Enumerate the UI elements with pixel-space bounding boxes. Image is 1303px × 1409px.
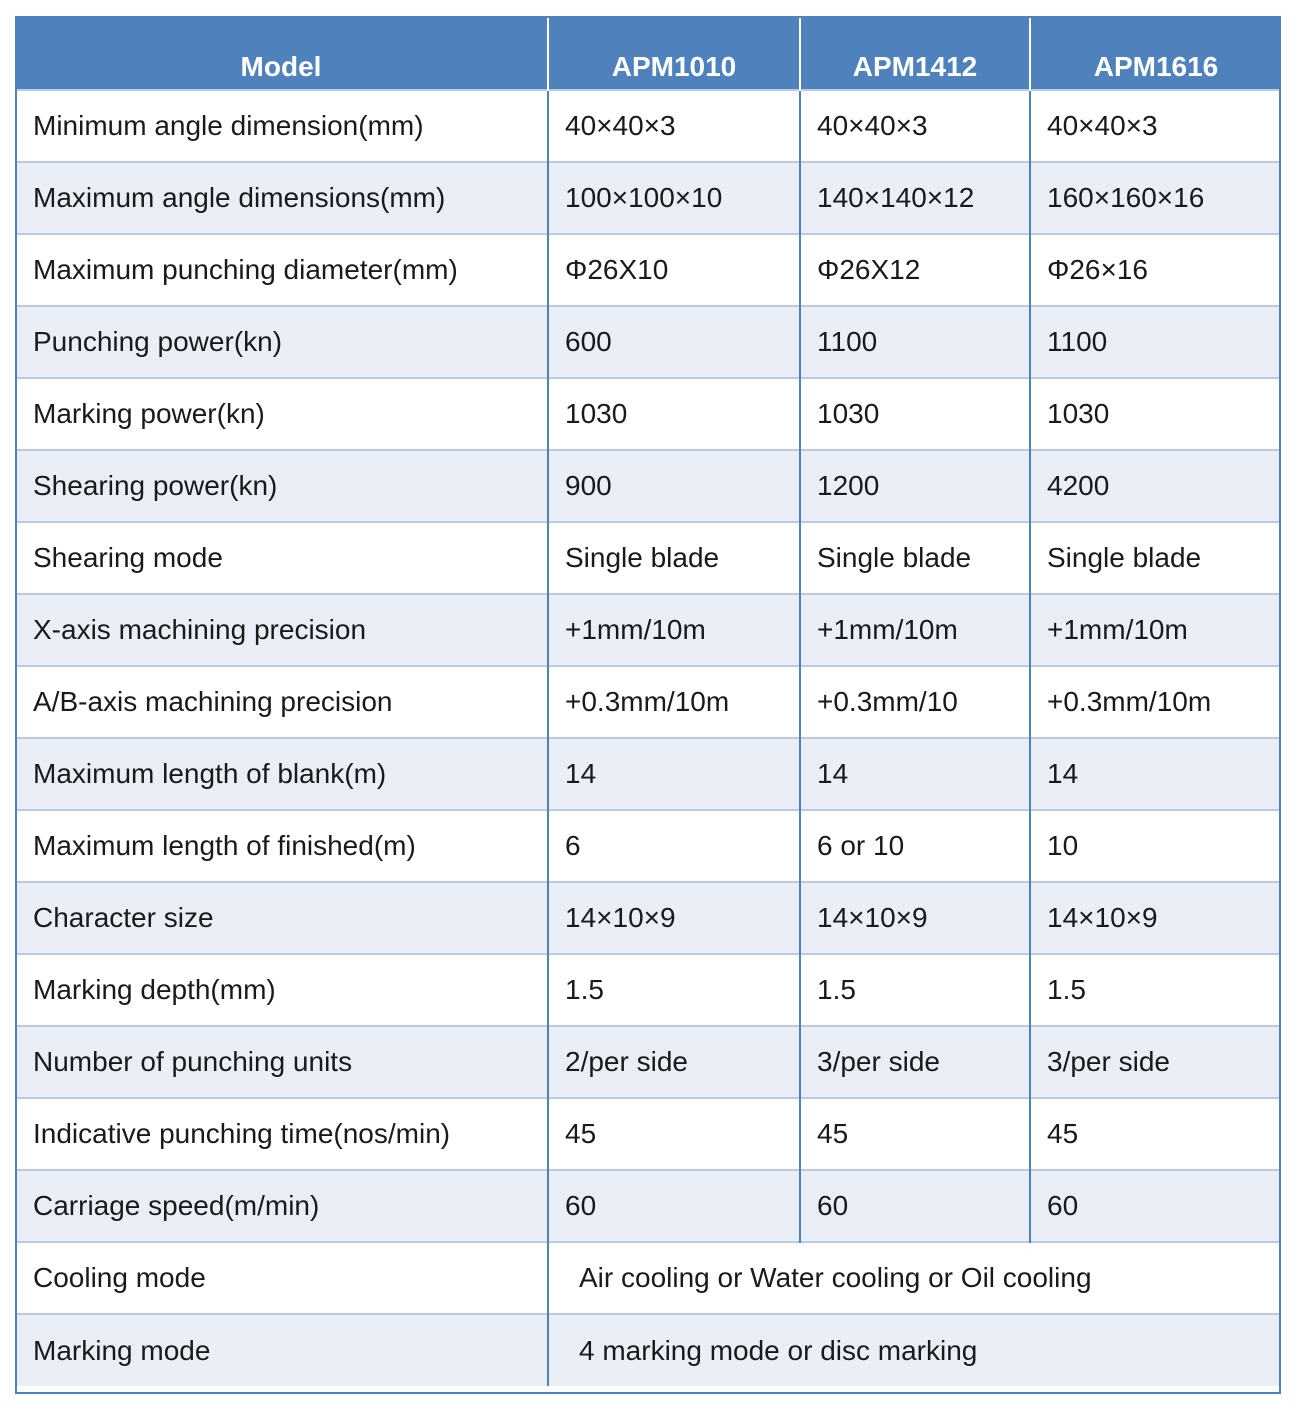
row-label: Minimum angle dimension(mm): [15, 90, 548, 162]
table-row: [15, 738, 1281, 810]
cell-apm1010: 45: [548, 1098, 800, 1170]
cell-apm1616: 14: [1030, 738, 1281, 810]
table-row: [15, 90, 1281, 162]
row-label: Indicative punching time(nos/min): [15, 1098, 548, 1170]
cell-apm1616: 10: [1030, 810, 1281, 882]
cell-apm1616: 60: [1030, 1170, 1281, 1242]
cell-apm1616: 4200: [1030, 450, 1281, 522]
table-row: [15, 234, 1281, 306]
cell-apm1616: 14×10×9: [1030, 882, 1281, 954]
cell-apm1010: 100×100×10: [548, 162, 800, 234]
cell-apm1412: 14×10×9: [800, 882, 1030, 954]
cell-apm1412: 3/per side: [800, 1026, 1030, 1098]
cell-apm1616: 40×40×3: [1030, 90, 1281, 162]
spec-table: [15, 16, 1281, 1386]
cell-apm1412: 60: [800, 1170, 1030, 1242]
row-label: A/B-axis machining precision: [15, 666, 548, 738]
row-label: Cooling mode: [15, 1242, 548, 1314]
cell-apm1412: +0.3mm/10: [800, 666, 1030, 738]
table-row: [15, 882, 1281, 954]
cell-apm1010: 14: [548, 738, 800, 810]
table-row: [15, 594, 1281, 666]
cell-apm1010: 1030: [548, 378, 800, 450]
header-apm1010: APM1010: [548, 16, 800, 90]
table-row-merged: [15, 1242, 1281, 1314]
table-row: [15, 378, 1281, 450]
table-row-merged: [15, 1314, 1281, 1386]
table-row: [15, 1026, 1281, 1098]
cell-apm1412: 1.5: [800, 954, 1030, 1026]
row-label: Marking mode: [15, 1314, 548, 1386]
merged-cell: Air cooling or Water cooling or Oil cooling: [548, 1242, 1281, 1314]
merged-cell: 4 marking mode or disc marking: [548, 1314, 1281, 1386]
cell-apm1616: 45: [1030, 1098, 1281, 1170]
table-row: [15, 306, 1281, 378]
row-label: Marking depth(mm): [15, 954, 548, 1026]
cell-apm1616: 1.5: [1030, 954, 1281, 1026]
table-row: [15, 1098, 1281, 1170]
cell-apm1412: 45: [800, 1098, 1030, 1170]
cell-apm1412: Φ26X12: [800, 234, 1030, 306]
row-label: Maximum punching diameter(mm): [15, 234, 548, 306]
cell-apm1412: 1030: [800, 378, 1030, 450]
table-row: [15, 810, 1281, 882]
table-row: [15, 954, 1281, 1026]
cell-apm1010: +1mm/10m: [548, 594, 800, 666]
row-label: Character size: [15, 882, 548, 954]
cell-apm1412: 6 or 10: [800, 810, 1030, 882]
table-row: [15, 450, 1281, 522]
spec-body: [15, 90, 1281, 1386]
table-row: [15, 1170, 1281, 1242]
row-label: Marking power(kn): [15, 378, 548, 450]
cell-apm1010: 60: [548, 1170, 800, 1242]
row-label: Maximum length of blank(m): [15, 738, 548, 810]
cell-apm1412: 14: [800, 738, 1030, 810]
row-label: Punching power(kn): [15, 306, 548, 378]
cell-apm1412: 1200: [800, 450, 1030, 522]
cell-apm1412: 40×40×3: [800, 90, 1030, 162]
cell-apm1010: 6: [548, 810, 800, 882]
header-model: Model: [15, 16, 548, 90]
row-label: Shearing mode: [15, 522, 548, 594]
cell-apm1412: 140×140×12: [800, 162, 1030, 234]
cell-apm1616: 1100: [1030, 306, 1281, 378]
cell-apm1616: +0.3mm/10m: [1030, 666, 1281, 738]
cell-apm1010: Φ26X10: [548, 234, 800, 306]
header-apm1412: APM1412: [800, 16, 1030, 90]
cell-apm1010: 14×10×9: [548, 882, 800, 954]
cell-apm1010: 600: [548, 306, 800, 378]
row-label: Maximum length of finished(m): [15, 810, 548, 882]
row-label: Number of punching units: [15, 1026, 548, 1098]
header-apm1616: APM1616: [1030, 16, 1281, 90]
cell-apm1010: 900: [548, 450, 800, 522]
cell-apm1616: +1mm/10m: [1030, 594, 1281, 666]
cell-apm1010: 2/per side: [548, 1026, 800, 1098]
cell-apm1616: 3/per side: [1030, 1026, 1281, 1098]
cell-apm1412: 1100: [800, 306, 1030, 378]
cell-apm1616: 1030: [1030, 378, 1281, 450]
row-label: X-axis machining precision: [15, 594, 548, 666]
cell-apm1412: Single blade: [800, 522, 1030, 594]
row-label: Carriage speed(m/min): [15, 1170, 548, 1242]
cell-apm1616: Φ26×16: [1030, 234, 1281, 306]
table-row: [15, 666, 1281, 738]
cell-apm1412: +1mm/10m: [800, 594, 1030, 666]
cell-apm1010: Single blade: [548, 522, 800, 594]
cell-apm1010: +0.3mm/10m: [548, 666, 800, 738]
cell-apm1616: 160×160×16: [1030, 162, 1281, 234]
header-row: [15, 16, 1281, 90]
table-row: [15, 162, 1281, 234]
cell-apm1010: 40×40×3: [548, 90, 800, 162]
cell-apm1010: 1.5: [548, 954, 800, 1026]
row-label: Shearing power(kn): [15, 450, 548, 522]
row-label: Maximum angle dimensions(mm): [15, 162, 548, 234]
cell-apm1616: Single blade: [1030, 522, 1281, 594]
table-row: [15, 522, 1281, 594]
